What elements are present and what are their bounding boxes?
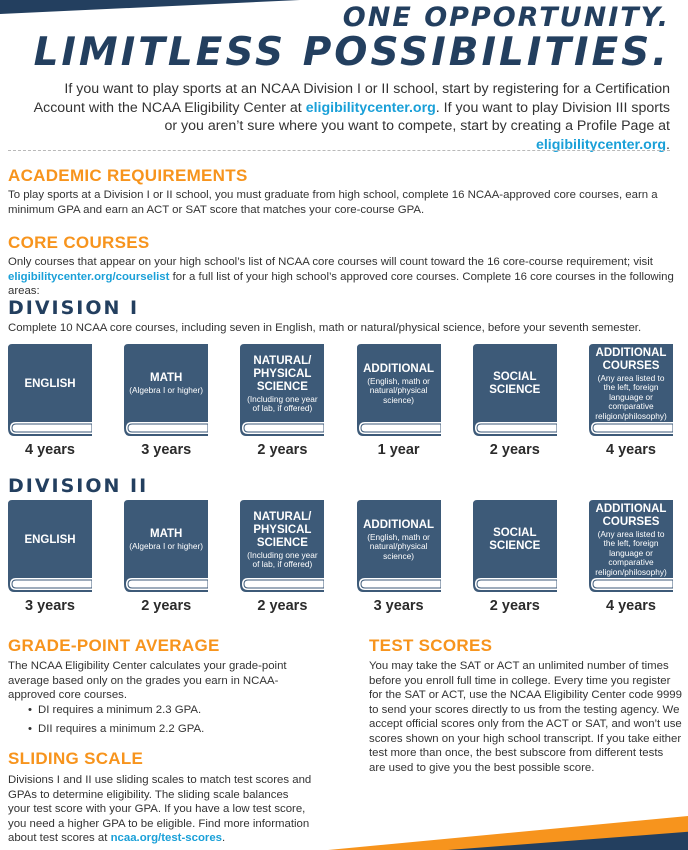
gpa-requirement-d2: • DII requires a minimum 2.2 GPA. — [28, 720, 204, 739]
course-card — [8, 344, 92, 458]
test-scores-text: You may take the SAT or ACT an unlimited number of times before you enroll full time in college. Every time you register for the SAT or ACT, use the NCAA Eligibility Center code 9999 to send your scores directly to us from the testing agency. We accept official scores only from the ACT or SAT, and won’t use scores shown on your high school transcript. If you take either test more than once, the best subscore from different tests are used to give you the best possible score. — [369, 660, 682, 774]
course-years: 2 years — [489, 598, 540, 614]
course-area: ADDITIONAL — [363, 518, 435, 531]
course-card — [589, 344, 673, 458]
course-title-block — [477, 500, 553, 580]
course-area: ADDITIONAL COURSES — [595, 502, 667, 528]
course-card — [357, 500, 441, 614]
course-card — [589, 500, 673, 614]
course-years: 3 years — [373, 598, 424, 614]
course-years: 4 years — [25, 442, 75, 458]
course-area: SOCIAL SCIENCE — [489, 371, 541, 396]
course-note: (Algebra I or higher) — [129, 385, 204, 396]
test-scores-link[interactable]: ncaa.org/test-scores — [110, 832, 222, 844]
course-area: ADDITIONAL — [363, 362, 435, 375]
course-title-block — [593, 500, 669, 580]
course-area: MATH — [150, 372, 183, 385]
intro-text-3: . — [666, 136, 670, 153]
course-card — [8, 500, 92, 614]
test-scores-title: TEST SCORES — [369, 636, 493, 655]
gpa-requirement-d1: • DI requires a minimum 2.3 GPA. — [28, 701, 204, 720]
sliding-text: Divisions I and II use sliding scales to match test scores and GPAs to determine eligibility. The sliding scale balances your test score with your GPA. If you have a low test score, you need a higher GPA to be eligible. Find more information about test scores at — [8, 774, 312, 844]
book-icon — [124, 500, 208, 592]
intro-paragraph — [30, 80, 670, 154]
course-title-block — [244, 500, 320, 580]
course-note: (Including one year of lab, if offered) — [247, 393, 318, 413]
course-years: 2 years — [489, 442, 540, 458]
course-years: 3 years — [141, 442, 192, 458]
book-icon — [8, 344, 92, 436]
core-courses-title: CORE COURSES — [8, 233, 150, 252]
book-icon — [8, 500, 92, 592]
course-years: 3 years — [25, 598, 75, 614]
course-card — [357, 344, 441, 458]
division-2-courses — [8, 500, 682, 614]
course-years: 1 year — [377, 442, 420, 458]
eligibility-link-2[interactable]: eligibilitycenter.org — [535, 136, 667, 153]
course-note: (Any area listed to the left, foreign language or comparative religion/philosophy) — [595, 372, 667, 421]
intro-text-2: . If you want to play Division III sports or you aren’t sure where you want to compete, start by creating a Profile Page at — [164, 99, 670, 134]
course-area: ADDITIONAL COURSES — [595, 346, 667, 372]
course-years: 2 years — [257, 598, 308, 614]
sliding-text-end: . — [222, 832, 226, 844]
gpa-requirements-list — [28, 701, 204, 739]
course-card — [124, 344, 208, 458]
course-title-block — [361, 344, 437, 424]
course-note: (Including one year of lab, if offered) — [247, 549, 318, 569]
headline-line-2: LIMITLESS POSSIBILITIES. — [33, 30, 670, 75]
course-years: 4 years — [606, 598, 656, 614]
course-title-block — [128, 500, 204, 580]
course-title-block — [12, 344, 88, 424]
course-title-block — [593, 344, 669, 424]
courselist-link[interactable]: eligibilitycenter.org/courselist — [8, 270, 170, 283]
course-area: MATH — [150, 528, 183, 541]
division-2-title: DIVISION II — [8, 475, 149, 497]
course-note: (Any area listed to the left, foreign language or comparative religion/philosophy) — [595, 528, 667, 577]
sliding-scale-title: SLIDING SCALE — [8, 749, 144, 768]
course-card — [240, 500, 324, 614]
sliding-scale-text — [8, 773, 313, 846]
course-area: ENGLISH — [24, 377, 76, 390]
core-text-2: for a full list of your high school’s approved core courses. Complete 16 core courses in the following areas: — [8, 270, 674, 297]
course-area: NATURAL/ PHYSICAL SCIENCE — [253, 510, 312, 549]
course-card — [240, 344, 324, 458]
eligibility-link-1[interactable]: eligibilitycenter.org — [305, 99, 436, 116]
course-title-block — [477, 344, 553, 424]
course-area: SOCIAL SCIENCE — [489, 527, 541, 552]
course-card — [124, 500, 208, 614]
gpa-text: The NCAA Eligibility Center calculates your grade-point average based only on the grades you earn in NCAA-approved core courses. — [8, 660, 287, 701]
course-area: ENGLISH — [24, 533, 76, 546]
course-years: 2 years — [257, 442, 308, 458]
book-icon — [240, 344, 324, 436]
course-note: (Algebra I or higher) — [129, 541, 204, 552]
book-icon — [357, 500, 441, 592]
course-title-block — [12, 500, 88, 580]
course-years: 2 years — [141, 598, 192, 614]
course-title-block — [361, 500, 437, 580]
book-icon — [589, 344, 673, 436]
gpa-title: GRADE-POINT AVERAGE — [8, 636, 220, 655]
academic-requirements-text: To play sports at a Division I or II school, you must graduate from high school, complete 16 NCAA-approved core courses, earn a minimum GPA and earn an ACT or SAT score that matches your core-course GPA. — [8, 189, 658, 216]
course-card — [473, 344, 557, 458]
book-icon — [473, 344, 557, 436]
division-1-text: Complete 10 NCAA core courses, including seven in English, math or natural/physical science, before your seventh semester. — [8, 322, 642, 334]
course-card — [473, 500, 557, 614]
course-note: (English, math or natural/physical science) — [367, 375, 430, 405]
core-courses-text — [8, 255, 674, 299]
book-icon — [357, 344, 441, 436]
book-icon — [473, 500, 557, 592]
course-years: 4 years — [606, 442, 656, 458]
division-1-title: DIVISION I — [8, 297, 140, 319]
dashed-divider — [8, 150, 670, 151]
course-title-block — [128, 344, 204, 424]
top-left-accent — [0, 0, 300, 14]
book-icon — [124, 344, 208, 436]
course-title-block — [244, 344, 320, 424]
course-area: NATURAL/ PHYSICAL SCIENCE — [253, 354, 312, 393]
course-note: (English, math or natural/physical science) — [367, 531, 430, 561]
book-icon — [589, 500, 673, 592]
book-icon — [240, 500, 324, 592]
core-text-1: Only courses that appear on your high school’s list of NCAA core courses will count toward the 16 core-course requirement; visit — [8, 256, 653, 268]
intro-text-1: If you want to play sports at an NCAA Division I or II school, start by registering for a Certification Account with the NCAA Eligibility Center at — [33, 81, 670, 116]
division-1-courses — [8, 344, 682, 458]
headline-line-1: ONE OPPORTUNITY. — [342, 2, 670, 33]
academic-requirements-title: ACADEMIC REQUIREMENTS — [8, 166, 248, 185]
